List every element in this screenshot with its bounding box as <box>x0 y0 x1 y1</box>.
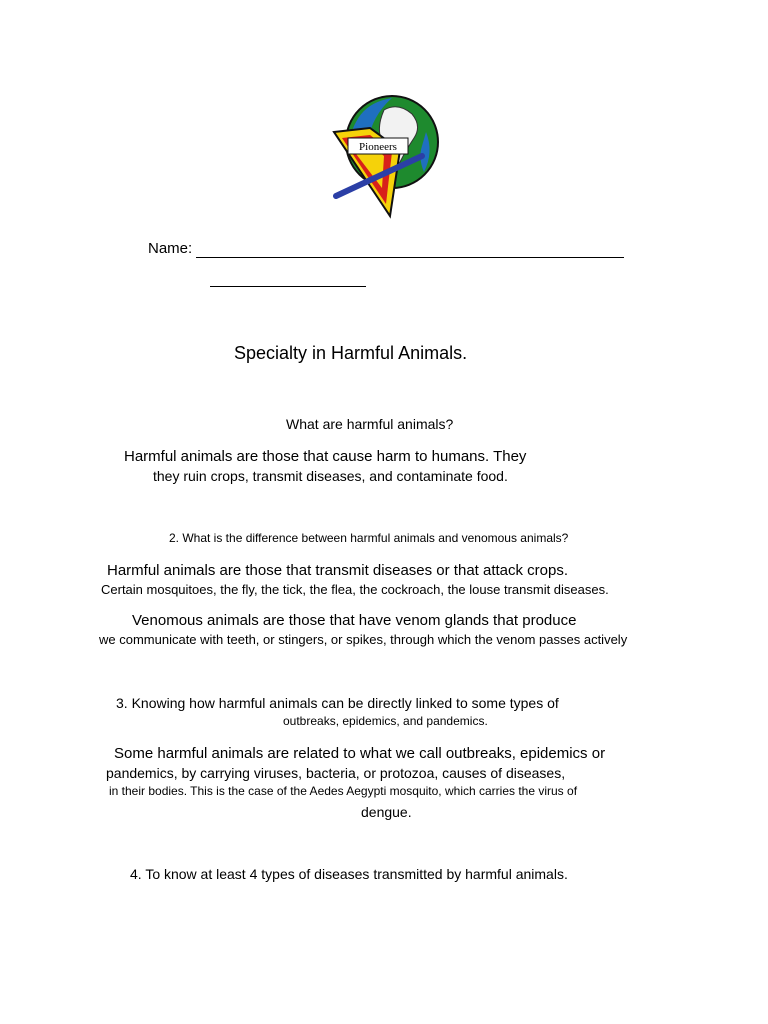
answer-3-line-2: pandemics, by carrying viruses, bacteria, or protozoa, causes of diseases, <box>106 765 566 781</box>
answer-1-line-2: they ruin crops, transmit diseases, and contaminate food. <box>153 468 508 484</box>
question-3-line-2: outbreaks, epidemics, and pandemics. <box>283 714 488 728</box>
page-title: Specialty in Harmful Animals. <box>234 343 468 363</box>
logo-text: Pioneers <box>359 141 397 153</box>
name-field-line[interactable] <box>196 257 624 258</box>
answer-3-line-1: Some harmful animals are related to what we call outbreaks, epidemics or <box>114 745 606 762</box>
pioneers-logo <box>326 92 450 228</box>
question-2: 2. What is the difference between harmful animals and venomous animals? <box>169 531 569 545</box>
answer-2-p2-line-1: Venomous animals are those that have venom glands that produce <box>132 612 577 629</box>
name-field-line-2[interactable] <box>210 286 366 287</box>
question-1: What are harmful animals? <box>286 416 454 432</box>
question-4: 4. To know at least 4 types of diseases transmitted by harmful animals. <box>130 866 568 882</box>
answer-2-p1-line-1: Harmful animals are those that transmit diseases or that attack crops. <box>107 562 569 579</box>
answer-2-p1-line-2: Certain mosquitoes, the fly, the tick, the flea, the cockroach, the louse transmit diseases. <box>101 582 609 597</box>
answer-1-line-1: Harmful animals are those that cause harm to humans. They <box>124 448 527 465</box>
answer-3-line-4: dengue. <box>361 804 412 820</box>
answer-2-p2-line-2: we communicate with teeth, or stingers, or spikes, through which the venom passes actively <box>99 632 628 647</box>
name-label: Name: <box>148 240 193 257</box>
question-3-line-1: 3. Knowing how harmful animals can be directly linked to some types of <box>116 695 559 711</box>
answer-3-line-3: in their bodies. This is the case of the Aedes Aegypti mosquito, which carries the virus of <box>109 784 578 798</box>
